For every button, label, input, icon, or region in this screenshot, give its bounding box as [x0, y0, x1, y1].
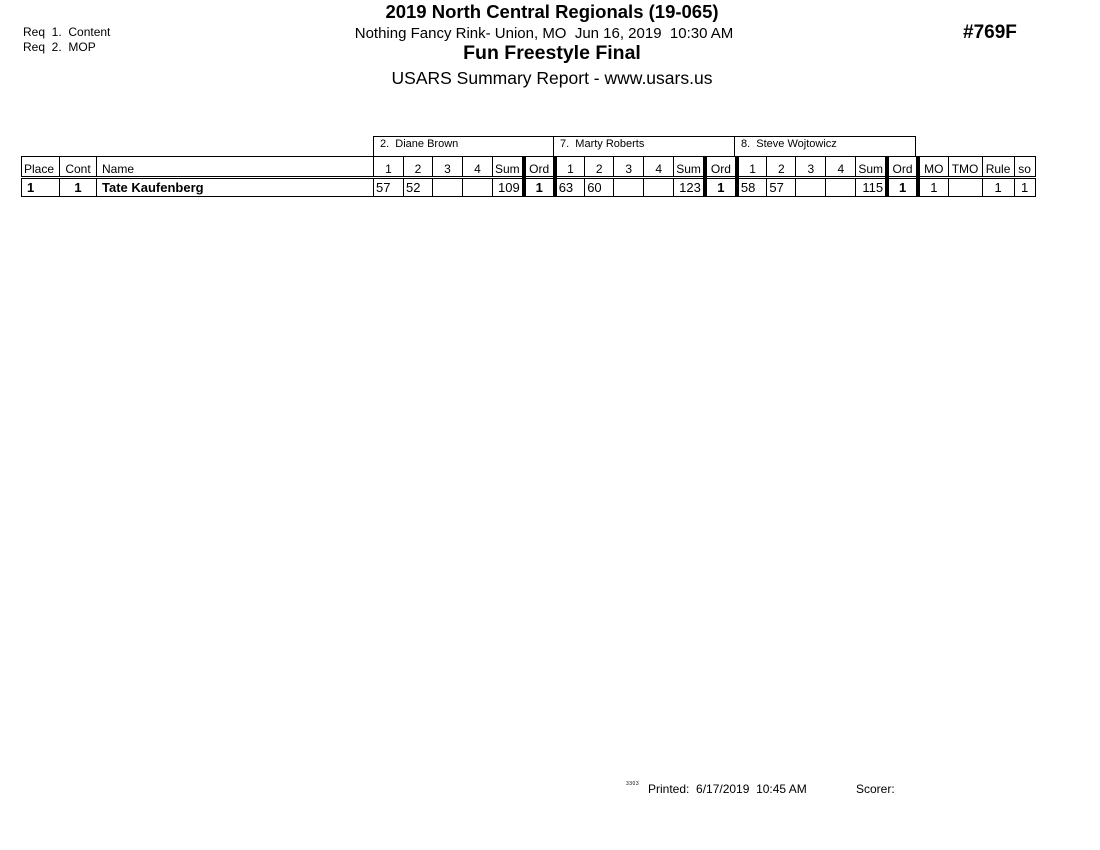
col-header-j1-score2: 2: [404, 157, 433, 178]
col-header-j1-score3: 3: [433, 157, 463, 178]
judge-header-1: 2. Diane Brown: [373, 136, 554, 156]
j3-score4-cell: [826, 178, 856, 197]
j1-score3-cell: [433, 178, 463, 197]
venue-date-line: Nothing Fancy Rink- Union, MO Jun 16, 2019 10:30 AM: [354, 25, 734, 42]
col-header-j3-score1: 1: [737, 157, 767, 178]
j3-score2-cell: 57: [767, 178, 796, 197]
col-header-j3-score3: 3: [796, 157, 826, 178]
scorer-label: Scorer:: [856, 782, 895, 796]
col-header-j2-ord: Ord: [705, 157, 737, 178]
tmo-cell: [948, 178, 982, 197]
competition-title: 2019 North Central Regionals (19-065): [385, 1, 719, 22]
col-header-so: so: [1014, 157, 1035, 178]
rule-cell: 1: [982, 178, 1014, 197]
col-header-rule: Rule: [982, 157, 1014, 178]
skater-name-cell: Tate Kaufenberg: [97, 178, 374, 197]
j1-ord-cell: 1: [524, 178, 555, 197]
j2-ord-cell: 1: [705, 178, 737, 197]
col-header-j2-score4: 4: [644, 157, 674, 178]
col-header-j2-sum: Sum: [674, 157, 705, 178]
col-header-j2-score3: 3: [614, 157, 644, 178]
j1-score1-cell: 57: [374, 178, 404, 197]
so-cell: 1: [1014, 178, 1035, 197]
j3-ord-cell: 1: [887, 178, 918, 197]
j3-score3-cell: [796, 178, 826, 197]
judge-header-3: 8. Steve Wojtowicz: [734, 136, 916, 156]
event-code: #769F: [963, 22, 1017, 43]
printed-timestamp: Printed: 6/17/2019 10:45 AM: [648, 782, 807, 796]
table-header-row: [22, 157, 1036, 178]
col-header-j1-sum: Sum: [493, 157, 524, 178]
col-header-tmo: TMO: [948, 157, 982, 178]
col-header-j3-score4: 4: [826, 157, 856, 178]
col-header-j3-sum: Sum: [856, 157, 887, 178]
j3-sum-cell: 115: [856, 178, 887, 197]
col-header-j2-score1: 1: [555, 157, 585, 178]
j2-sum-cell: 123: [674, 178, 705, 197]
col-header-j1-ord: Ord: [524, 157, 555, 178]
col-header-j2-score2: 2: [585, 157, 614, 178]
j2-score3-cell: [614, 178, 644, 197]
mo-cell: 1: [918, 178, 948, 197]
j1-score4-cell: [463, 178, 493, 197]
col-header-j1-score1: 1: [374, 157, 404, 178]
j2-score4-cell: [644, 178, 674, 197]
table-row: [22, 178, 1036, 197]
place-cell: 1: [22, 178, 60, 197]
col-header-name: Name: [97, 157, 374, 178]
event-title: Fun Freestyle Final: [463, 42, 641, 64]
j1-sum-cell: 109: [493, 178, 524, 197]
j3-score1-cell: 58: [737, 178, 767, 197]
requirement-item: Req 2. MOP: [23, 40, 96, 54]
report-title: USARS Summary Report - www.usars.us: [391, 68, 713, 88]
j2-score2-cell: 60: [585, 178, 614, 197]
col-header-j3-score2: 2: [767, 157, 796, 178]
col-header-j1-score4: 4: [463, 157, 493, 178]
col-header-j3-ord: Ord: [887, 157, 918, 178]
footer-mark: 3303: [626, 781, 640, 787]
col-header-cont: Cont: [60, 157, 97, 178]
requirement-item: Req 1. Content: [23, 25, 111, 39]
cont-cell: 1: [60, 178, 97, 197]
results-table: [21, 156, 1036, 197]
j1-score2-cell: 52: [404, 178, 433, 197]
judge-header-2: 7. Marty Roberts: [553, 136, 735, 156]
col-header-place: Place: [22, 157, 60, 178]
col-header-mo: MO: [918, 157, 948, 178]
j2-score1-cell: 63: [555, 178, 585, 197]
